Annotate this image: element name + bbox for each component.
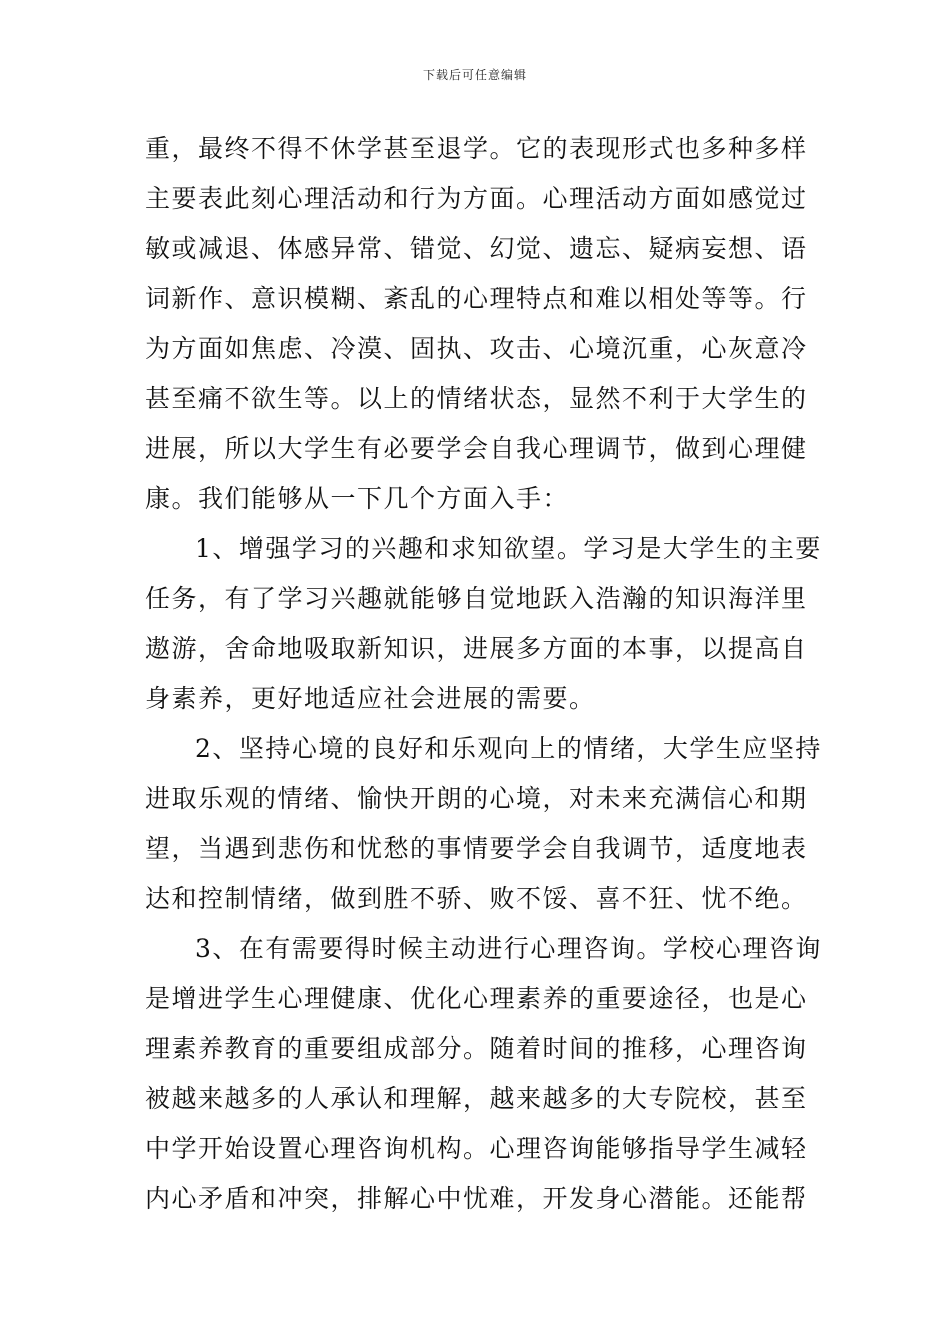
text-line: 内心矛盾和冲突，排解心中忧难，开发身心潜能。还能帮 bbox=[145, 1184, 808, 1213]
text-line: 为方面如焦虑、冷漠、固执、攻击、心境沉重，心灰意冷 bbox=[145, 334, 808, 363]
text-line: 遨游，舍命地吸取新知识，进展多方面的本事，以提高自 bbox=[145, 634, 808, 663]
text-line: 达和控制情绪，做到胜不骄、败不馁、喜不狂、忧不绝。 bbox=[145, 884, 808, 913]
document-body bbox=[145, 124, 822, 1224]
text-line: 进展，所以大学生有必要学会自我心理调节，做到心理健 bbox=[145, 434, 808, 463]
text-line: 敏或减退、体感异常、错觉、幻觉、遗忘、疑病妄想、语 bbox=[145, 234, 808, 263]
text-line: 重，最终不得不休学甚至退学。它的表现形式也多种多样 bbox=[145, 134, 808, 163]
text-line: 词新作、意识模糊、紊乱的心理特点和难以相处等等。行 bbox=[145, 284, 808, 313]
text-line: 望，当遇到悲伤和忧愁的事情要学会自我调节，适度地表 bbox=[145, 834, 808, 863]
text-line: 1、增强学习的兴趣和求知欲望。学习是大学生的主要 bbox=[195, 534, 822, 563]
text-line: 进取乐观的情绪、愉快开朗的心境，对未来充满信心和期 bbox=[145, 784, 808, 813]
text-line: 甚至痛不欲生等。以上的情绪状态，显然不利于大学生的 bbox=[145, 384, 808, 413]
paragraph bbox=[145, 524, 822, 724]
text-line: 康。我们能够从一下几个方面入手： bbox=[145, 484, 570, 513]
text-line: 任务，有了学习兴趣就能够自觉地跃入浩瀚的知识海洋里 bbox=[145, 584, 808, 613]
text-line: 被越来越多的人承认和理解，越来越多的大专院校，甚至 bbox=[145, 1084, 808, 1113]
paragraph bbox=[145, 724, 822, 924]
text-line: 是增进学生心理健康、优化心理素养的重要途径，也是心 bbox=[145, 984, 808, 1013]
text-line: 身素养，更好地适应社会进展的需要。 bbox=[145, 684, 596, 713]
paragraph bbox=[145, 924, 822, 1224]
text-line: 主要表此刻心理活动和行为方面。心理活动方面如感觉过 bbox=[145, 184, 808, 213]
text-line: 理素养教育的重要组成部分。随着时间的推移，心理咨询 bbox=[145, 1034, 808, 1063]
text-line: 3、在有需要得时候主动进行心理咨询。学校心理咨询 bbox=[195, 934, 822, 963]
paragraph bbox=[145, 124, 808, 524]
page-header: 下载后可任意编辑 bbox=[422, 68, 527, 82]
text-line: 2、坚持心境的良好和乐观向上的情绪，大学生应坚持 bbox=[195, 734, 822, 763]
text-line: 中学开始设置心理咨询机构。心理咨询能够指导学生减轻 bbox=[145, 1134, 808, 1163]
